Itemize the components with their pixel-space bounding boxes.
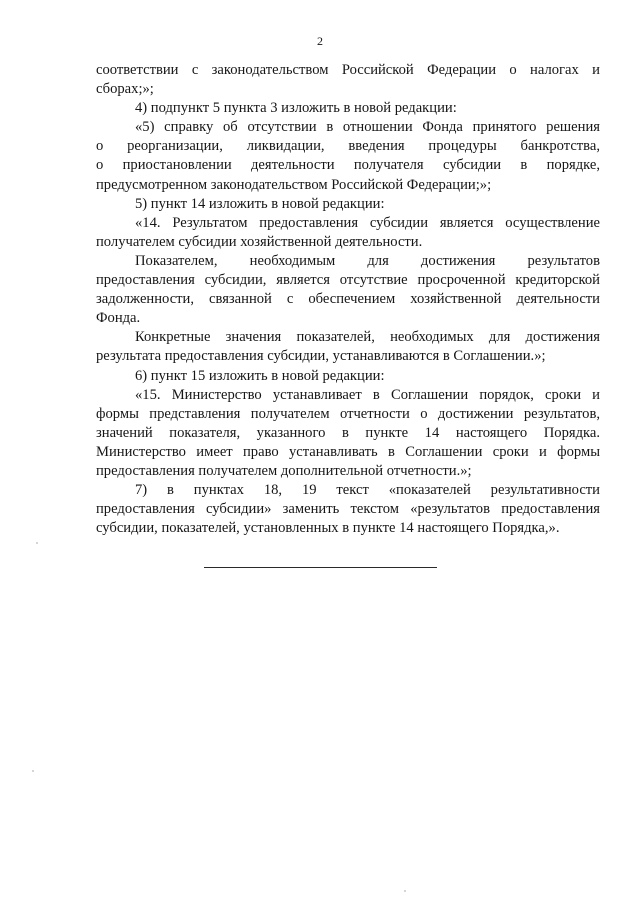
- text-line: получателем субсидии хозяйственной деятельности.: [96, 233, 423, 250]
- text-line: сборах;»;: [96, 81, 154, 98]
- text-line: значений показателя, указанного в пункте 14 настоящего Порядка.: [96, 424, 600, 441]
- text-line: о приостановлении деятельности получателя субсидии в порядке,: [96, 157, 600, 174]
- scan-speck: [32, 770, 34, 772]
- text-line: о реорганизации, ликвидации, введения процедуры банкротства,: [96, 138, 600, 155]
- text-line: 4) подпункт 5 пункта 3 изложить в новой редакции:: [135, 100, 457, 117]
- scan-speck: [36, 542, 38, 544]
- text-line: Конкретные значения показателей, необходимых для достижения: [135, 329, 600, 346]
- text-line: предоставления субсидии, является отсутствие просроченной кредиторской: [96, 272, 600, 289]
- text-line: предоставления получателем дополнительной отчетности.»;: [96, 462, 472, 479]
- text-line: «14. Результатом предоставления субсидии является осуществление: [135, 214, 600, 231]
- text-line: Министерство имеет право устанавливать в Соглашении сроки и формы: [96, 443, 600, 460]
- text-line: «15. Министерство устанавливает в Соглашении порядок, сроки и: [135, 386, 600, 403]
- document-body: [96, 61, 600, 538]
- text-line: задолженности, связанной с обеспечением хозяйственной деятельности: [96, 291, 600, 308]
- end-divider: [204, 567, 437, 568]
- text-line: 7) в пунктах 18, 19 текст «показателей результативности: [135, 482, 600, 499]
- text-line: формы представления получателем отчетности о достижении результатов,: [96, 405, 600, 422]
- text-line: «5) справку об отсутствии в отношении Фонда принятого решения: [135, 119, 600, 136]
- text-line: Фонда.: [96, 310, 141, 327]
- text-line: предусмотренном законодательством Российской Федерации;»;: [96, 176, 492, 193]
- text-line: субсидии, показателей, установленных в пункте 14 настоящего Порядка,».: [96, 520, 560, 537]
- scan-speck: [404, 890, 406, 892]
- text-line: Показателем, необходимым для достижения результатов: [135, 252, 600, 269]
- text-line: предоставления субсидии» заменить текстом «результатов предоставления: [96, 501, 600, 518]
- text-line: 5) пункт 14 изложить в новой редакции:: [135, 195, 385, 212]
- text-line: результата предоставления субсидии, устанавливаются в Соглашении.»;: [96, 348, 546, 365]
- page-number: 2: [317, 34, 323, 48]
- text-line: 6) пункт 15 изложить в новой редакции:: [135, 367, 385, 384]
- text-line: соответствии с законодательством Российской Федерации о налогах и: [96, 62, 600, 78]
